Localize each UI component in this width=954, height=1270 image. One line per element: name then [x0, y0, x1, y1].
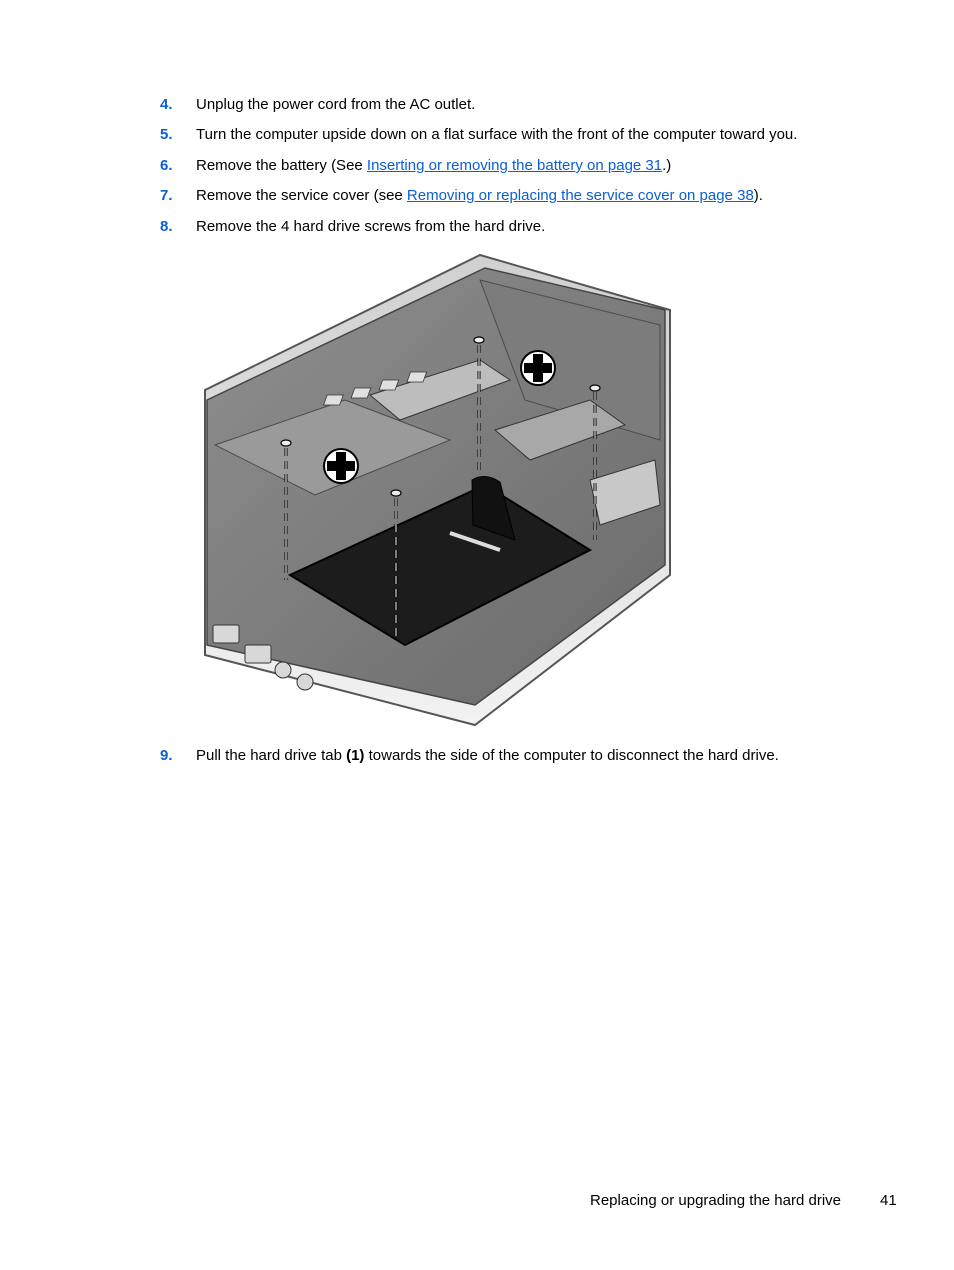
step-text — [196, 157, 671, 175]
step-text-before: Pull the hard drive tab — [196, 747, 347, 764]
footer-section-title: Replacing or upgrading the hard drive — [590, 1192, 841, 1209]
step-text-after: towards the side of the computer to disconnect the hard drive. — [364, 747, 779, 764]
laptop-bottom-drawing — [195, 250, 675, 735]
step-text — [196, 747, 779, 765]
phillips-screwdriver-icon — [521, 351, 555, 385]
page-number: 41 — [880, 1192, 897, 1209]
step-number: 4. — [160, 96, 173, 113]
phillips-screwdriver-icon — [324, 449, 358, 483]
step-text: Remove the 4 hard drive screws from the hard drive. — [196, 218, 546, 235]
callout-number: (1) — [346, 747, 365, 764]
step-text-before: Remove the service cover (see — [196, 187, 407, 204]
step-number: 6. — [160, 157, 173, 174]
step-text-before: Remove the battery (See — [196, 157, 367, 174]
step-text-after: .) — [662, 157, 672, 174]
step-text-after: ). — [753, 187, 763, 204]
step-text: Turn the computer upside down on a flat surface with the front of the computer toward you. — [196, 126, 798, 143]
step-text — [196, 187, 763, 205]
service-cover-link[interactable]: Removing or replacing the service cover on page 38 — [406, 187, 754, 204]
step-number: 7. — [160, 187, 173, 204]
step-number: 9. — [160, 747, 173, 764]
hard-drive-screws-illustration — [195, 250, 675, 735]
battery-link[interactable]: Inserting or removing the battery on page 31 — [366, 157, 663, 174]
step-number: 5. — [160, 126, 173, 143]
step-text: Unplug the power cord from the AC outlet. — [196, 96, 476, 113]
step-number: 8. — [160, 218, 173, 235]
